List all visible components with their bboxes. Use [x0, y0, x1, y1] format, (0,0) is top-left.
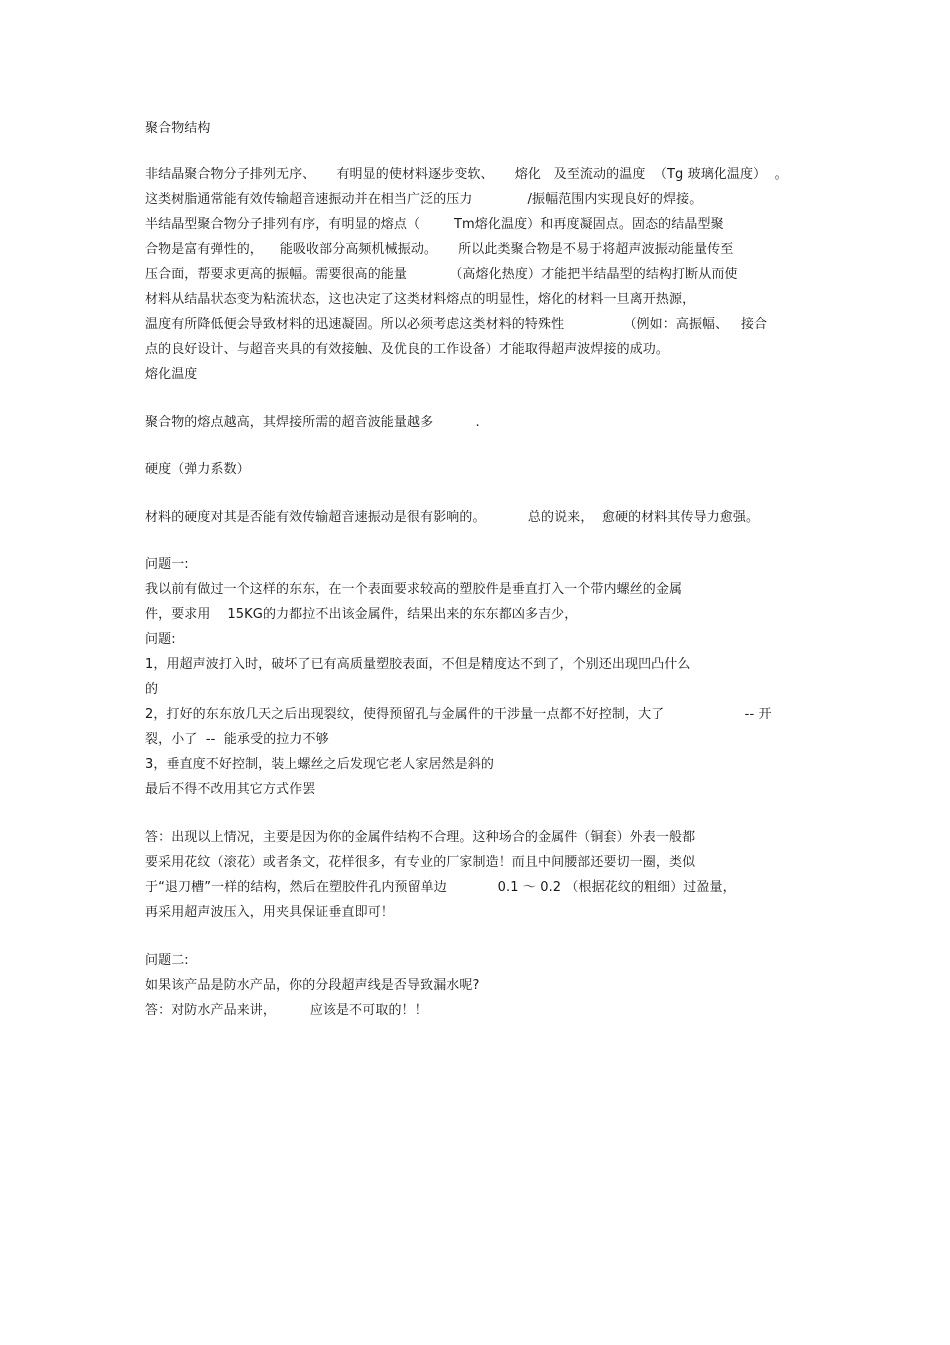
- heading-melting-temperature: 熔化温度: [145, 367, 198, 382]
- paragraph-line: 问题:: [145, 632, 176, 647]
- heading-question-one: 问题一:: [145, 557, 189, 572]
- heading-hardness: 硬度（弹力系数）: [145, 462, 250, 477]
- answer-line: 再采用超声波压入，用夹具保证垂直即可！: [145, 905, 394, 920]
- answer-line: 答：出现以上情况，主要是因为你的金属件结构不合理。这种场合的金属件（铜套）外表一般都: [145, 830, 696, 845]
- answer-line: 答：对防水产品来讲， 应该是不可取的！！: [145, 1003, 428, 1018]
- paragraph-line: 聚合物的熔点越高，其焊接所需的超音波能量越多 .: [145, 415, 480, 430]
- paragraph-line: 材料的硬度对其是否能有效传输超音速振动是很有影响的。 总的说来， 愈硬的材料其传导力愈强。: [145, 510, 760, 525]
- heading-polymer-structure: 聚合物结构: [145, 121, 211, 136]
- paragraph-line: 温度有所降低便会导致材料的迅速凝固。所以必须考虑这类材料的特殊性 （例如：高振幅、 接合: [145, 317, 768, 332]
- paragraph-line: 这类树脂通常能有效传输超音速振动并在相当广泛的压力 /振幅范围内实现良好的焊接。: [145, 192, 703, 207]
- answer-line: 于“退刀槽”一样的结构，然后在塑胶件孔内预留单边 0.1 ～ 0.2 （根据花纹的粗细）过盈量，: [145, 880, 736, 895]
- paragraph-line: 件，要求用 15KG的力都拉不出该金属件，结果出来的东东都凶多吉少，: [145, 607, 578, 622]
- paragraph-line: 裂，小了 -- 能承受的拉力不够: [145, 732, 329, 747]
- paragraph-line: 非结晶聚合物分子排列无序、 有明显的使材料逐步变软、 熔化 及至流动的温度 （Tg 玻璃化温度） 。: [145, 167, 788, 182]
- answer-line: 要采用花纹（滚花）或者条文，花样很多，有专业的厂家制造！而且中间腰部还要切一圈，类似: [145, 855, 696, 870]
- paragraph-line: 2，打好的东东放几天之后出现裂纹，使得预留孔与金属件的干涉量一点都不好控制，大了 -- 开: [145, 707, 772, 722]
- paragraph-line: 半结晶型聚合物分子排列有序，有明显的熔点（ Tm熔化温度）和再度凝固点。固态的结晶型聚: [145, 217, 724, 232]
- heading-question-two: 问题二:: [145, 953, 189, 968]
- paragraph-line: 压合面，帮要求更高的振幅。需要很高的能量 （高熔化热度）才能把半结晶型的结构打断从而使: [145, 267, 738, 282]
- paragraph-line: 3，垂直度不好控制，装上螺丝之后发现它老人家居然是斜的: [145, 757, 494, 772]
- paragraph-line: 合物是富有弹性的， 能吸收部分高频机械振动。 所以此类聚合物是不易于将超声波振动能量传至: [145, 242, 734, 257]
- paragraph-line: 我以前有做过一个这样的东东，在一个表面要求较高的塑胶件是垂直打入一个带内螺丝的金属: [145, 582, 683, 597]
- paragraph-line: 最后不得不改用其它方式作罢: [145, 782, 316, 797]
- paragraph-line: 如果该产品是防水产品，你的分段超声线是否导致漏水呢?: [145, 978, 480, 993]
- paragraph-line: 点的良好设计、与超音夹具的有效接触、及优良的工作设备）才能取得超声波焊接的成功。: [145, 342, 670, 357]
- paragraph-line: 1，用超声波打入时，破坏了已有高质量塑胶表面，不但是精度达不到了，个别还出现凹凸什么: [145, 657, 691, 672]
- paragraph-line: 的: [145, 682, 159, 697]
- paragraph-line: 材料从结晶状态变为粘流状态，这也决定了这类材料熔点的明显性，熔化的材料一旦离开热源，: [145, 292, 696, 307]
